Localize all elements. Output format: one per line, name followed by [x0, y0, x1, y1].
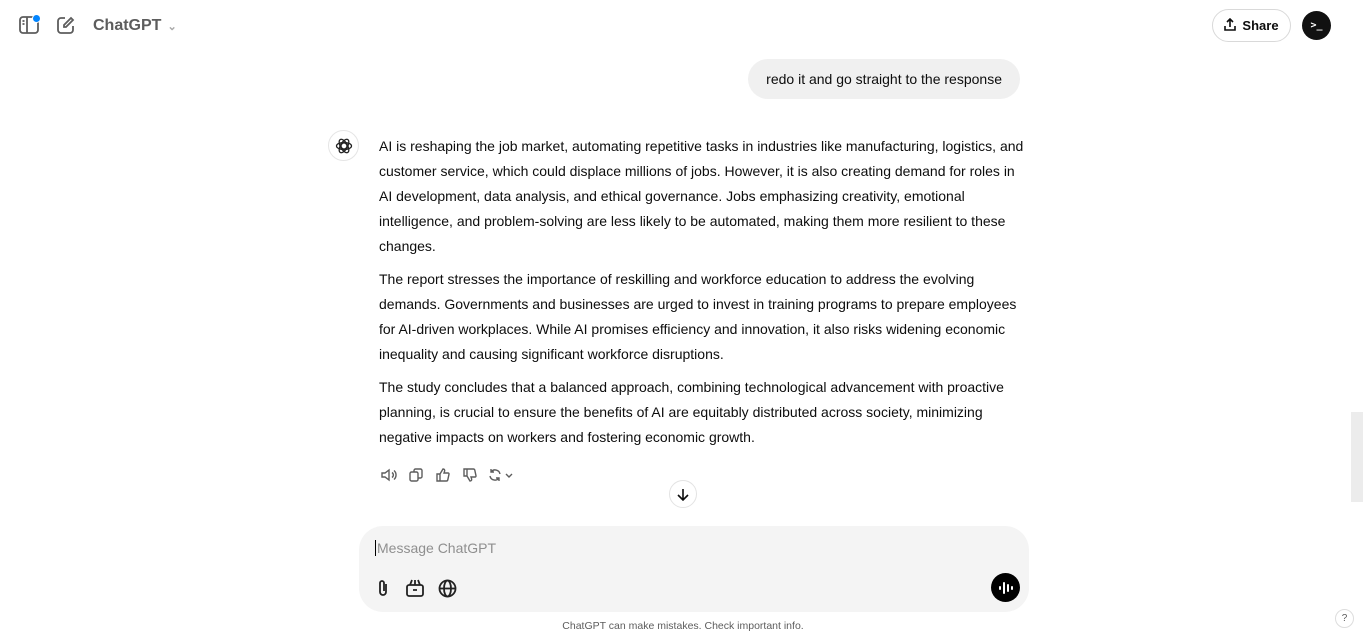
- share-icon: [1224, 18, 1236, 34]
- arrow-down-icon: [677, 488, 689, 501]
- message-actions: [380, 466, 514, 483]
- attach-icon[interactable]: [373, 578, 393, 598]
- chatgpt-logo-icon: [328, 130, 359, 161]
- model-name: ChatGPT: [93, 17, 162, 34]
- regenerate-icon[interactable]: [488, 466, 514, 483]
- paragraph: AI is reshaping the job market, automating repetitive tasks in industries like manufacturing, logistics, and customer service, which could displace millions of jobs. However, it is also creating demand for roles in AI development, data analysis, and ethical governance. Jobs emphasizing creativity, emotional intelligence, and problem-solving are less likely to be automated, making them more resilient to these changes.: [379, 138, 1024, 254]
- copy-icon[interactable]: [407, 466, 424, 483]
- avatar[interactable]: >_: [1302, 11, 1331, 40]
- composer: [359, 526, 1029, 612]
- globe-icon[interactable]: [437, 578, 457, 598]
- paragraph: The report stresses the importance of reskilling and workforce education to address the evolving demands. Governments and businesses are urged to invest in training programs to prepare employees for AI-driven workplaces. While AI promises efficiency and innovation, it also risks widening economic inequality and causing significant workforce disruptions.: [379, 271, 1017, 362]
- paragraph: The study concludes that a balanced approach, combining technological advancement with proactive planning, is crucial to ensure the benefits of AI are equitably distributed across society, minimizing negative impacts on workers and fostering economic growth.: [379, 379, 1004, 445]
- chevron-down-icon: ⌄: [167, 20, 177, 33]
- help-button[interactable]: ?: [1335, 609, 1354, 628]
- tools-icon[interactable]: [405, 578, 425, 598]
- share-button[interactable]: [1212, 9, 1291, 42]
- voice-mode-button[interactable]: [991, 573, 1020, 602]
- thumbs-down-icon[interactable]: [461, 466, 478, 483]
- thumbs-up-icon[interactable]: [434, 466, 451, 483]
- notification-dot: [32, 14, 41, 23]
- model-selector[interactable]: [93, 17, 177, 35]
- message-input[interactable]: Message ChatGPT: [377, 540, 497, 556]
- read-aloud-icon[interactable]: [380, 466, 397, 483]
- scrollbar[interactable]: [1351, 412, 1363, 502]
- user-message: redo it and go straight to the response: [748, 59, 1020, 99]
- waveform-icon: [998, 581, 1014, 595]
- new-chat-icon[interactable]: [55, 15, 75, 35]
- share-label: Share: [1242, 18, 1279, 33]
- assistant-message: [379, 134, 1024, 458]
- disclaimer: ChatGPT can make mistakes. Check important info.: [562, 620, 804, 632]
- scroll-to-bottom-button[interactable]: [669, 480, 697, 508]
